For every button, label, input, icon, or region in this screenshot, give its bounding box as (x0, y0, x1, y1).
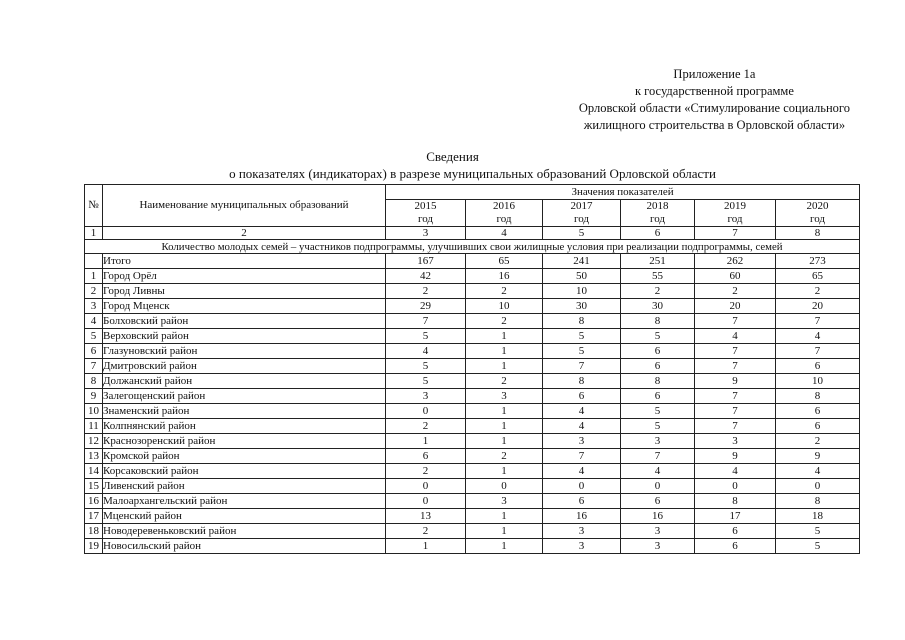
value-cell-2016: 1 (466, 404, 543, 419)
value-cell-2020: 5 (776, 524, 860, 539)
value-cell-2018: 6 (621, 494, 695, 509)
value-cell-2019: 20 (695, 299, 776, 314)
value-cell-2017: 10 (543, 284, 621, 299)
total-label: Итого (103, 254, 386, 269)
indicators-table (84, 184, 860, 554)
value-cell-2016: 1 (466, 329, 543, 344)
value-cell-2016: 1 (466, 344, 543, 359)
value-cell-2019: 4 (695, 329, 776, 344)
value-cell-2015: 2 (386, 464, 466, 479)
value-cell-2015: 42 (386, 269, 466, 284)
value-cell-2018: 3 (621, 524, 695, 539)
municipality-name: Дмитровский район (103, 359, 386, 374)
table-row (85, 314, 860, 329)
document-title: Сведения (426, 149, 479, 164)
value-cell-2016: 2 (466, 374, 543, 389)
value-cell-2015: 13 (386, 509, 466, 524)
table-row (85, 539, 860, 554)
value-cell-2018: 2 (621, 284, 695, 299)
value-cell-2015: 5 (386, 359, 466, 374)
value-cell-2018: 4 (621, 464, 695, 479)
value-cell-2017: 6 (543, 389, 621, 404)
municipality-name: Город Ливны (103, 284, 386, 299)
header-year-2017 (543, 200, 621, 227)
municipality-name: Верховский район (103, 329, 386, 344)
value-cell-2016: 1 (466, 434, 543, 449)
value-cell-2015: 1 (386, 539, 466, 554)
value-cell-2017: 5 (543, 344, 621, 359)
value-cell-2017: 3 (543, 524, 621, 539)
table-row (85, 329, 860, 344)
section-row (85, 240, 860, 254)
value-cell-2017: 16 (543, 509, 621, 524)
value-cell-2015: 2 (386, 419, 466, 434)
table-row (85, 299, 860, 314)
value-cell-2019: 2 (695, 284, 776, 299)
column-index-cell: 5 (543, 227, 621, 240)
row-number: 2 (85, 284, 103, 299)
table-row (85, 464, 860, 479)
municipality-name: Залегощенский район (103, 389, 386, 404)
value-cell-2018: 6 (621, 389, 695, 404)
value-cell-2015: 5 (386, 329, 466, 344)
value-cell-2019: 60 (695, 269, 776, 284)
municipality-name: Город Мценск (103, 299, 386, 314)
header-year-value: 2016 (493, 200, 515, 212)
value-cell-2015: 0 (386, 494, 466, 509)
table-row (85, 509, 860, 524)
table-row (85, 269, 860, 284)
value-cell-2016: 1 (466, 539, 543, 554)
total-value-2020: 273 (776, 254, 860, 269)
value-cell-2018: 8 (621, 314, 695, 329)
value-cell-2018: 16 (621, 509, 695, 524)
header-year-unit: год (727, 213, 743, 225)
header-year-value: 2019 (724, 200, 746, 212)
value-cell-2016: 1 (466, 509, 543, 524)
appendix-line-2: к государственной программе (634, 84, 794, 98)
total-value-2015: 167 (386, 254, 466, 269)
column-index-cell: 7 (695, 227, 776, 240)
value-cell-2020: 9 (776, 449, 860, 464)
value-cell-2017: 7 (543, 449, 621, 464)
appendix-line-1: Приложение 1а (673, 67, 756, 81)
column-index-cell: 6 (621, 227, 695, 240)
value-cell-2017: 8 (543, 314, 621, 329)
value-cell-2016: 10 (466, 299, 543, 314)
table-row (85, 449, 860, 464)
value-cell-2018: 6 (621, 344, 695, 359)
table-row (85, 359, 860, 374)
value-cell-2019: 17 (695, 509, 776, 524)
value-cell-2019: 9 (695, 449, 776, 464)
value-cell-2016: 2 (466, 284, 543, 299)
value-cell-2017: 8 (543, 374, 621, 389)
value-cell-2020: 4 (776, 329, 860, 344)
table-row (85, 404, 860, 419)
municipality-name: Малоархангельский район (103, 494, 386, 509)
municipality-name: Краснозоренский район (103, 434, 386, 449)
header-year-2019 (695, 200, 776, 227)
value-cell-2016: 3 (466, 494, 543, 509)
row-number: 7 (85, 359, 103, 374)
header-year-2016 (466, 200, 543, 227)
header-number: № (85, 185, 103, 227)
value-cell-2016: 1 (466, 419, 543, 434)
row-number: 6 (85, 344, 103, 359)
appendix-block (579, 66, 850, 134)
value-cell-2019: 6 (695, 524, 776, 539)
column-index-row (85, 227, 860, 240)
value-cell-2018: 3 (621, 539, 695, 554)
total-row (85, 254, 860, 269)
value-cell-2019: 0 (695, 479, 776, 494)
value-cell-2018: 8 (621, 374, 695, 389)
table-row (85, 434, 860, 449)
value-cell-2016: 0 (466, 479, 543, 494)
value-cell-2020: 5 (776, 539, 860, 554)
document-heading (0, 148, 905, 182)
row-number: 9 (85, 389, 103, 404)
column-index-cell: 4 (466, 227, 543, 240)
value-cell-2018: 7 (621, 449, 695, 464)
value-cell-2015: 1 (386, 434, 466, 449)
municipality-name: Колпнянский район (103, 419, 386, 434)
header-year-2015 (386, 200, 466, 227)
value-cell-2019: 4 (695, 464, 776, 479)
value-cell-2019: 7 (695, 404, 776, 419)
value-cell-2016: 2 (466, 449, 543, 464)
total-number (85, 254, 103, 269)
value-cell-2015: 6 (386, 449, 466, 464)
value-cell-2018: 0 (621, 479, 695, 494)
row-number: 3 (85, 299, 103, 314)
value-cell-2020: 10 (776, 374, 860, 389)
value-cell-2018: 5 (621, 404, 695, 419)
value-cell-2020: 8 (776, 494, 860, 509)
header-year-value: 2020 (806, 200, 829, 212)
table-row (85, 344, 860, 359)
row-number: 16 (85, 494, 103, 509)
value-cell-2016: 2 (466, 314, 543, 329)
total-value-2019: 262 (695, 254, 776, 269)
table-row (85, 479, 860, 494)
value-cell-2019: 7 (695, 359, 776, 374)
value-cell-2015: 29 (386, 299, 466, 314)
value-cell-2017: 3 (543, 539, 621, 554)
header-year-value: 2018 (646, 200, 669, 212)
value-cell-2019: 6 (695, 539, 776, 554)
row-number: 8 (85, 374, 103, 389)
value-cell-2020: 20 (776, 299, 860, 314)
total-value-2017: 241 (543, 254, 621, 269)
row-number: 12 (85, 434, 103, 449)
value-cell-2020: 2 (776, 284, 860, 299)
table-row (85, 524, 860, 539)
table-row (85, 419, 860, 434)
value-cell-2020: 7 (776, 344, 860, 359)
value-cell-2020: 6 (776, 359, 860, 374)
value-cell-2015: 7 (386, 314, 466, 329)
value-cell-2019: 8 (695, 494, 776, 509)
header-municipality-name: Наименование муниципальных образований (103, 185, 386, 227)
row-number: 15 (85, 479, 103, 494)
header-year-2018 (621, 200, 695, 227)
total-value-2018: 251 (621, 254, 695, 269)
value-cell-2016: 3 (466, 389, 543, 404)
value-cell-2019: 7 (695, 344, 776, 359)
table-row (85, 284, 860, 299)
value-cell-2018: 5 (621, 329, 695, 344)
document-subtitle: о показателях (индикаторах) в разрезе муниципальных образований Орловской области (229, 166, 716, 181)
value-cell-2017: 0 (543, 479, 621, 494)
value-cell-2020: 4 (776, 464, 860, 479)
municipality-name: Ливенский район (103, 479, 386, 494)
value-cell-2019: 7 (695, 389, 776, 404)
column-index-cell: 3 (386, 227, 466, 240)
municipality-name: Новосильский район (103, 539, 386, 554)
value-cell-2017: 30 (543, 299, 621, 314)
row-number: 4 (85, 314, 103, 329)
value-cell-2016: 1 (466, 524, 543, 539)
municipality-name: Знаменский район (103, 404, 386, 419)
row-number: 17 (85, 509, 103, 524)
municipality-name: Глазуновский район (103, 344, 386, 359)
value-cell-2016: 1 (466, 464, 543, 479)
row-number: 5 (85, 329, 103, 344)
value-cell-2019: 7 (695, 314, 776, 329)
value-cell-2017: 50 (543, 269, 621, 284)
value-cell-2016: 1 (466, 359, 543, 374)
value-cell-2020: 18 (776, 509, 860, 524)
header-year-value: 2017 (570, 200, 593, 212)
municipality-name: Болховский район (103, 314, 386, 329)
value-cell-2016: 16 (466, 269, 543, 284)
value-cell-2018: 5 (621, 419, 695, 434)
appendix-line-3: Орловской области «Стимулирование социального (578, 101, 850, 115)
value-cell-2018: 3 (621, 434, 695, 449)
value-cell-2017: 6 (543, 494, 621, 509)
column-index-cell: 2 (103, 227, 386, 240)
municipality-name: Новодеревеньковский район (103, 524, 386, 539)
header-year-unit: год (573, 213, 590, 225)
header-indicator-values: Значения показателей (386, 185, 860, 200)
value-cell-2020: 6 (776, 404, 860, 419)
row-number: 11 (85, 419, 103, 434)
value-cell-2017: 3 (543, 434, 621, 449)
value-cell-2015: 2 (386, 284, 466, 299)
value-cell-2015: 2 (386, 524, 466, 539)
section-title: Количество молодых семей – участников подпрограммы, улучшивших свои жилищные условия при реализации подпрограммы, семей (85, 240, 860, 254)
value-cell-2018: 30 (621, 299, 695, 314)
value-cell-2020: 7 (776, 314, 860, 329)
table-row (85, 374, 860, 389)
value-cell-2015: 0 (386, 404, 466, 419)
value-cell-2015: 3 (386, 389, 466, 404)
header-year-2020 (776, 200, 860, 227)
table-row (85, 389, 860, 404)
table-body (85, 227, 860, 554)
appendix-line-4: жилищного строительства в Орловской области» (583, 118, 846, 132)
value-cell-2017: 4 (543, 464, 621, 479)
row-number: 1 (85, 269, 103, 284)
value-cell-2015: 0 (386, 479, 466, 494)
value-cell-2019: 9 (695, 374, 776, 389)
value-cell-2018: 6 (621, 359, 695, 374)
value-cell-2020: 8 (776, 389, 860, 404)
value-cell-2017: 4 (543, 404, 621, 419)
header-year-unit: год (649, 213, 666, 225)
value-cell-2020: 6 (776, 419, 860, 434)
row-number: 13 (85, 449, 103, 464)
value-cell-2018: 55 (621, 269, 695, 284)
value-cell-2015: 5 (386, 374, 466, 389)
header-year-unit: год (417, 213, 434, 225)
row-number: 19 (85, 539, 103, 554)
value-cell-2020: 65 (776, 269, 860, 284)
row-number: 10 (85, 404, 103, 419)
header-year-unit: год (496, 213, 512, 225)
value-cell-2017: 5 (543, 329, 621, 344)
value-cell-2017: 4 (543, 419, 621, 434)
value-cell-2015: 4 (386, 344, 466, 359)
municipality-name: Должанский район (103, 374, 386, 389)
value-cell-2017: 7 (543, 359, 621, 374)
header-year-unit: год (810, 213, 826, 225)
value-cell-2020: 0 (776, 479, 860, 494)
municipality-name: Кромской район (103, 449, 386, 464)
value-cell-2020: 2 (776, 434, 860, 449)
row-number: 14 (85, 464, 103, 479)
value-cell-2019: 7 (695, 419, 776, 434)
municipality-name: Город Орёл (103, 269, 386, 284)
table-row (85, 494, 860, 509)
column-index-cell: 8 (776, 227, 860, 240)
row-number: 18 (85, 524, 103, 539)
total-value-2016: 65 (466, 254, 543, 269)
municipality-name: Мценский район (103, 509, 386, 524)
column-index-cell: 1 (85, 227, 103, 240)
header-year-value: 2015 (414, 200, 437, 212)
value-cell-2019: 3 (695, 434, 776, 449)
municipality-name: Корсаковский район (103, 464, 386, 479)
